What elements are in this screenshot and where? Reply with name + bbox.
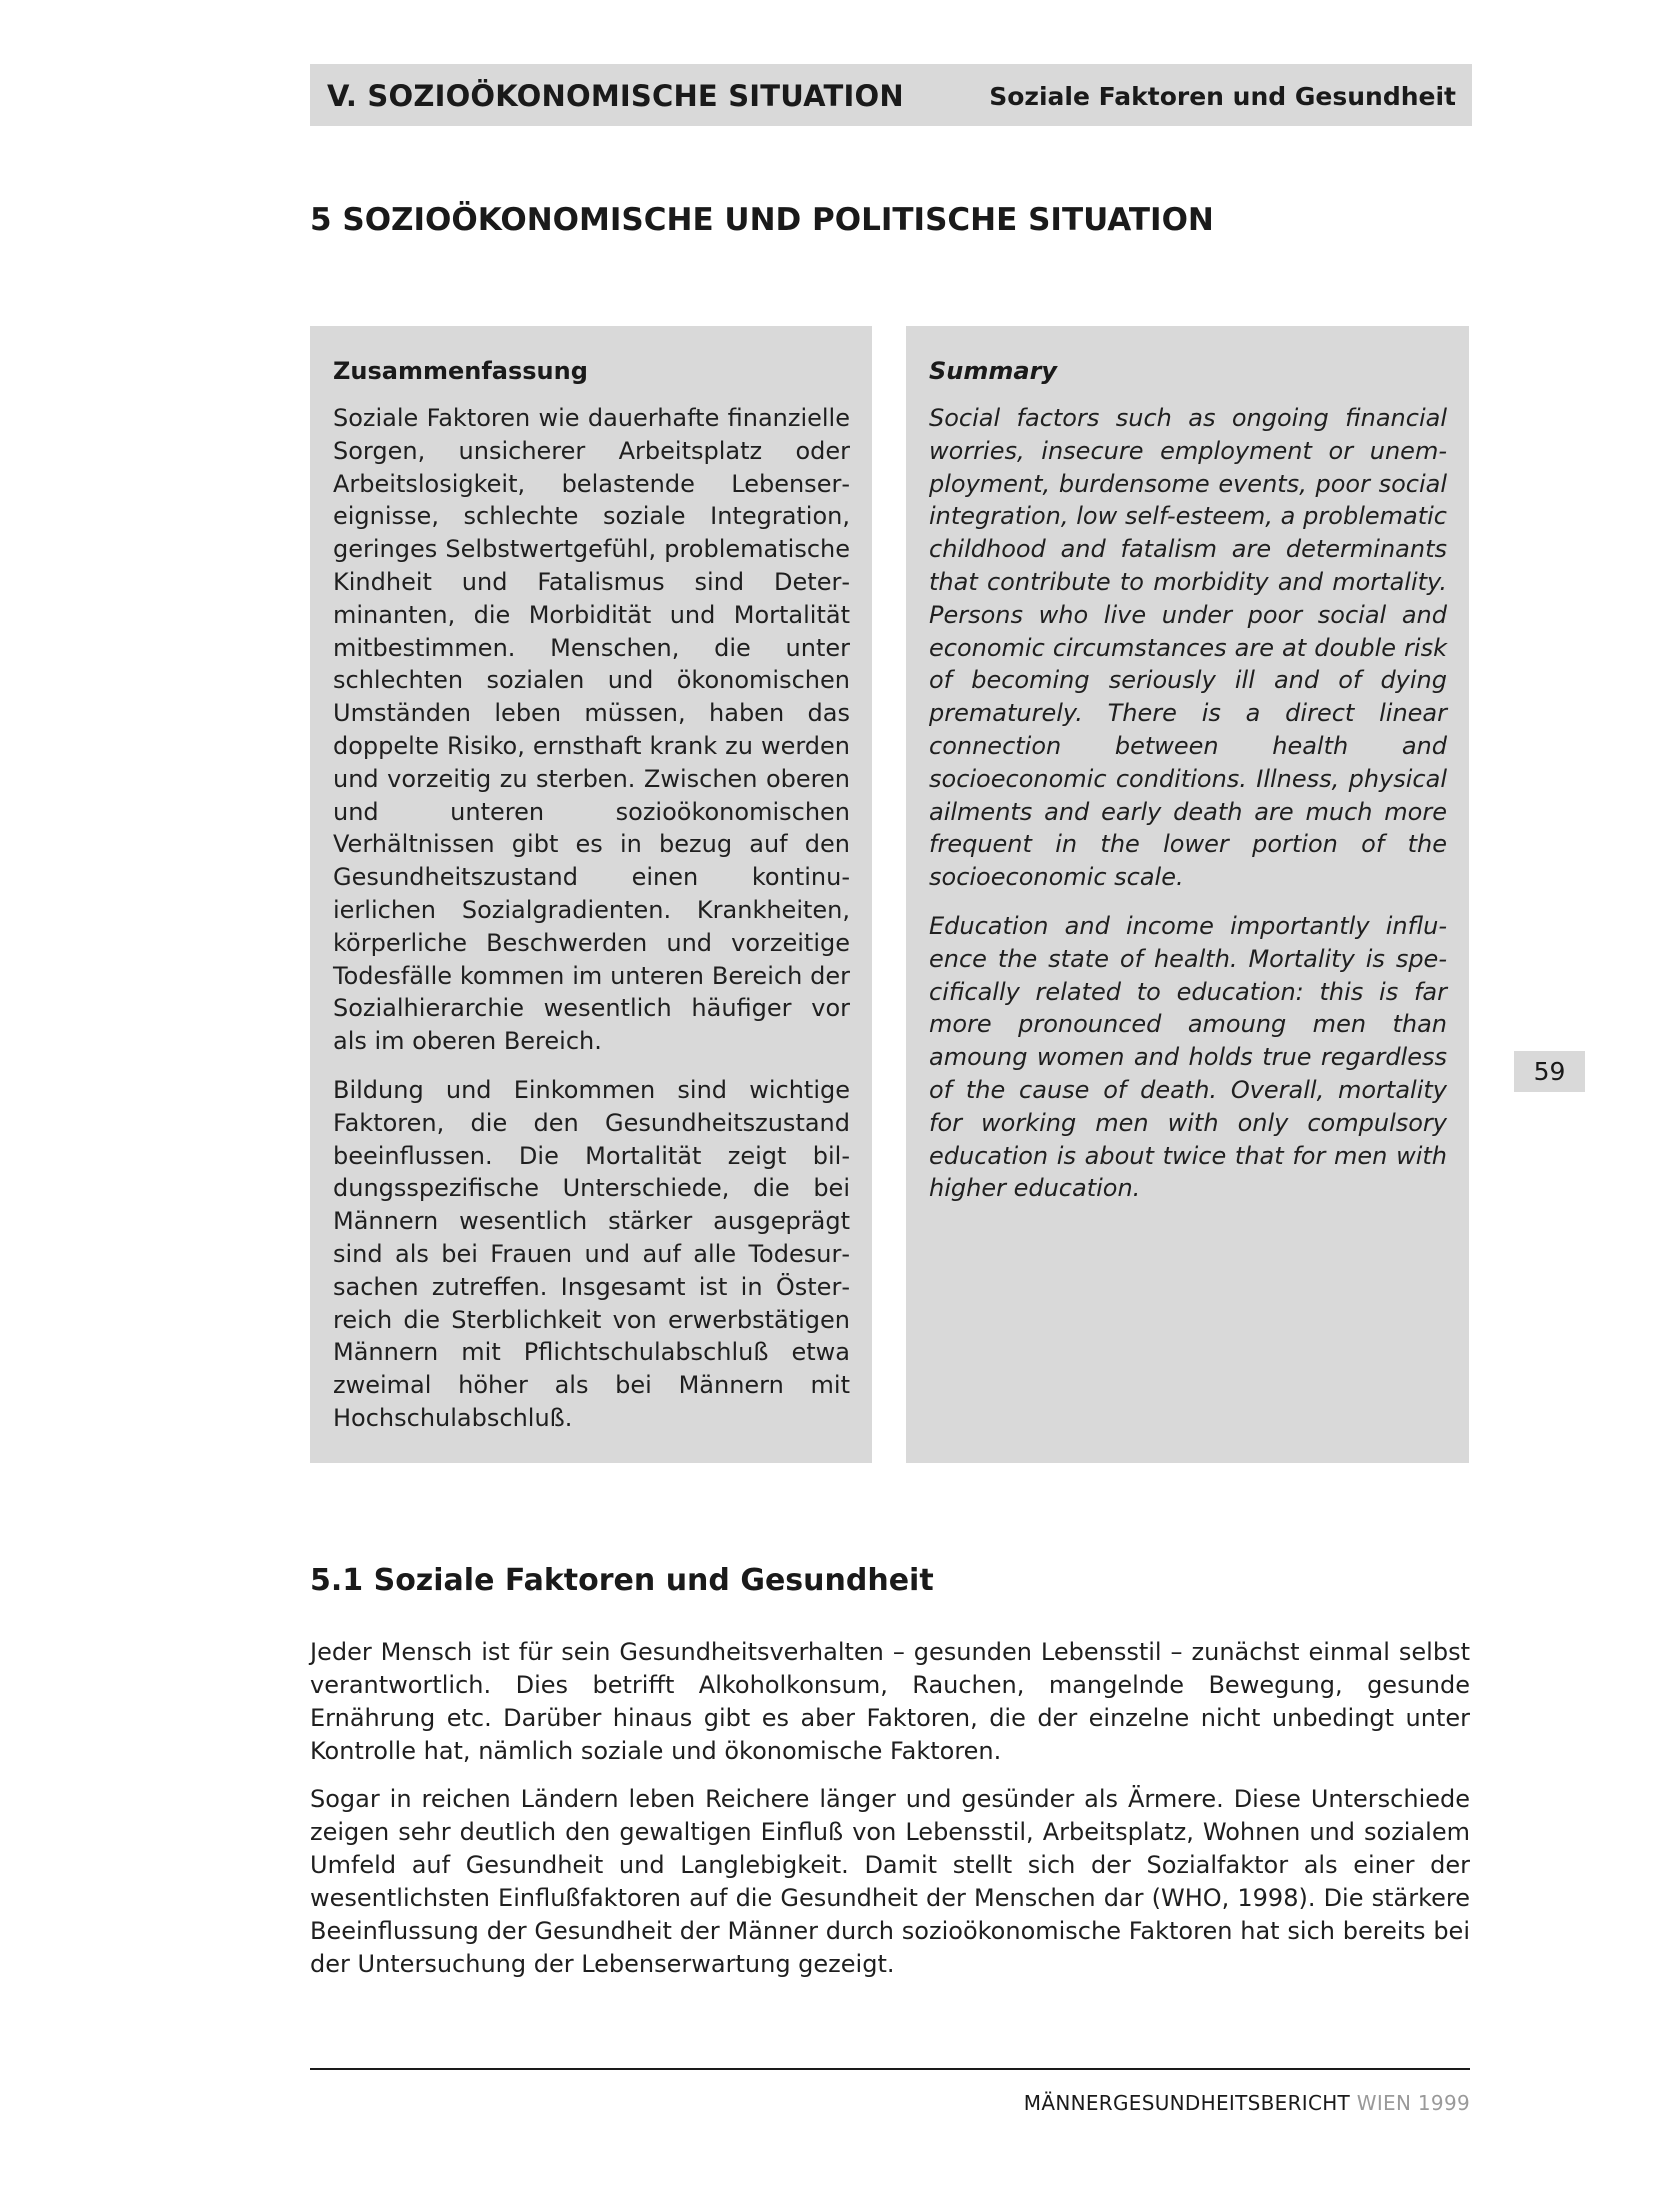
summary-box-english: [906, 326, 1469, 1463]
footer: [1024, 2091, 1470, 2115]
summary-english-paragraph: Education and income importantly influence the state of health. Mortality is specifically related to education: this is far more pronounced amoung men than amoung women and holds true regardless of the cause of death. Overall, mortality for working men with only compulsory education is about twice that for men with higher education.: [929, 911, 1447, 1203]
summary-german-paragraph: Bildung und Einkommen sind wichtige Faktoren, die den Gesundheitszustand beeinflussen. Die Mortalität zeigt bildungsspezifische Unterschiede, die bei Männern wesentlich stärker ausgeprägt sind als bei Frauen und auf alle Todesursachen zutreffen. Insgesamt ist in Österreich die Sterblichkeit von erwerbstätigen Männern mit Pflichtschulabschluß etwa zweimal höher als bei Männern mit Hochschulabschluß.: [333, 1075, 850, 1432]
summary-english-paragraph: Social factors such as ongoing financial worries, insecure employment or unemployment, burdensome events, poor social integration, low self-esteem, a problematic childhood and fatalism are determinants that contribute to morbidity and mortality. Persons who live under poor social and economic circumstances are at double risk of becoming seriously ill and of dying prematurely. There is a direct linear connection between health and socioeconomic conditions. Illness, physical ailments and early death are much more frequent in the lower portion of the socioeconomic scale.: [929, 404, 1447, 892]
body-paragraph: Sogar in reichen Ländern leben Reichere länger und gesünder als Ärmere. Diese Unterschiede zeigen sehr deutlich den gewaltigen Einfluß von Lebensstil, Arbeitsplatz, Wohnen und sozialem Umfeld auf Gesundheit und Langlebigkeit. Damit stellt sich der Sozialfaktor als einer der wesentlichsten Einflußfaktoren auf die Gesundheit der Menschen dar (WHO, 1998). Die stärkere Beeinflussung der Gesundheit der Männer durch sozioökonomische Faktoren hat sich bereits bei der Untersuchung der Lebenserwartung gezeigt.: [310, 1785, 1470, 1978]
summary-german-paragraph: Soziale Faktoren wie dauerhafte finanzielle Sorgen, unsicherer Arbeitsplatz oder Arbeitslosigkeit, belastende Lebensereignisse, schlechte soziale Integration, geringes Selbstwertgefühl, problematische Kindheit und Fatalismus sind Determinanten, die Morbidität und Mortalität mitbestimmen. Menschen, die unter schlechten sozialen und ökonomischen Umständen leben müssen, haben das doppelte Risiko, ernsthaft krank zu werden und vorzeitig zu sterben. Zwischen oberen und unteren sozioökonomischen Verhältnissen gibt es in bezug auf den Gesundheitszustand einen kontinuierlichen Sozialgradienten. Krankheiten, körperliche Beschwerden und vorzeitige Todesfälle kommen im unteren Bereich der Sozialhierarchie wesentlich häufiger vor als im oberen Bereich.: [333, 404, 850, 1056]
footer-place-year: WIEN 1999: [1356, 2091, 1470, 2115]
running-header: [310, 64, 1472, 126]
footer-report-title: MÄNNERGESUNDHEITSBERICHT: [1023, 2091, 1351, 2115]
body-paragraph: Jeder Mensch ist für sein Gesundheitsverhalten – gesunden Lebensstil – zunächst einmal selbst verantwortlich. Dies betrifft Alkoholkonsum, Rauchen, mangelnde Bewegung, gesunde Ernährung etc. Darüber hinaus gibt es aber Faktoren, die der einzelne nicht unbedingt unter Kontrolle hat, nämlich soziale und ökonomische Faktoren.: [310, 1638, 1470, 1765]
section-title: 5.1 Soziale Faktoren und Gesundheit: [310, 1563, 934, 1598]
header-section-title: Soziale Faktoren und Gesundheit: [989, 82, 1456, 111]
summary-german-heading: Zusammenfassung: [333, 357, 588, 385]
summary-box-german: [310, 326, 872, 1463]
footer-divider: [310, 2068, 1470, 2070]
summary-english-heading: Summary: [929, 357, 1058, 385]
page-number: 59: [1514, 1051, 1585, 1092]
header-chapter-title: V. SOZIOÖKONOMISCHE SITUATION: [327, 79, 904, 113]
chapter-title: 5 SOZIOÖKONOMISCHE UND POLITISCHE SITUATION: [310, 202, 1214, 238]
body-text: [310, 1636, 1470, 1996]
